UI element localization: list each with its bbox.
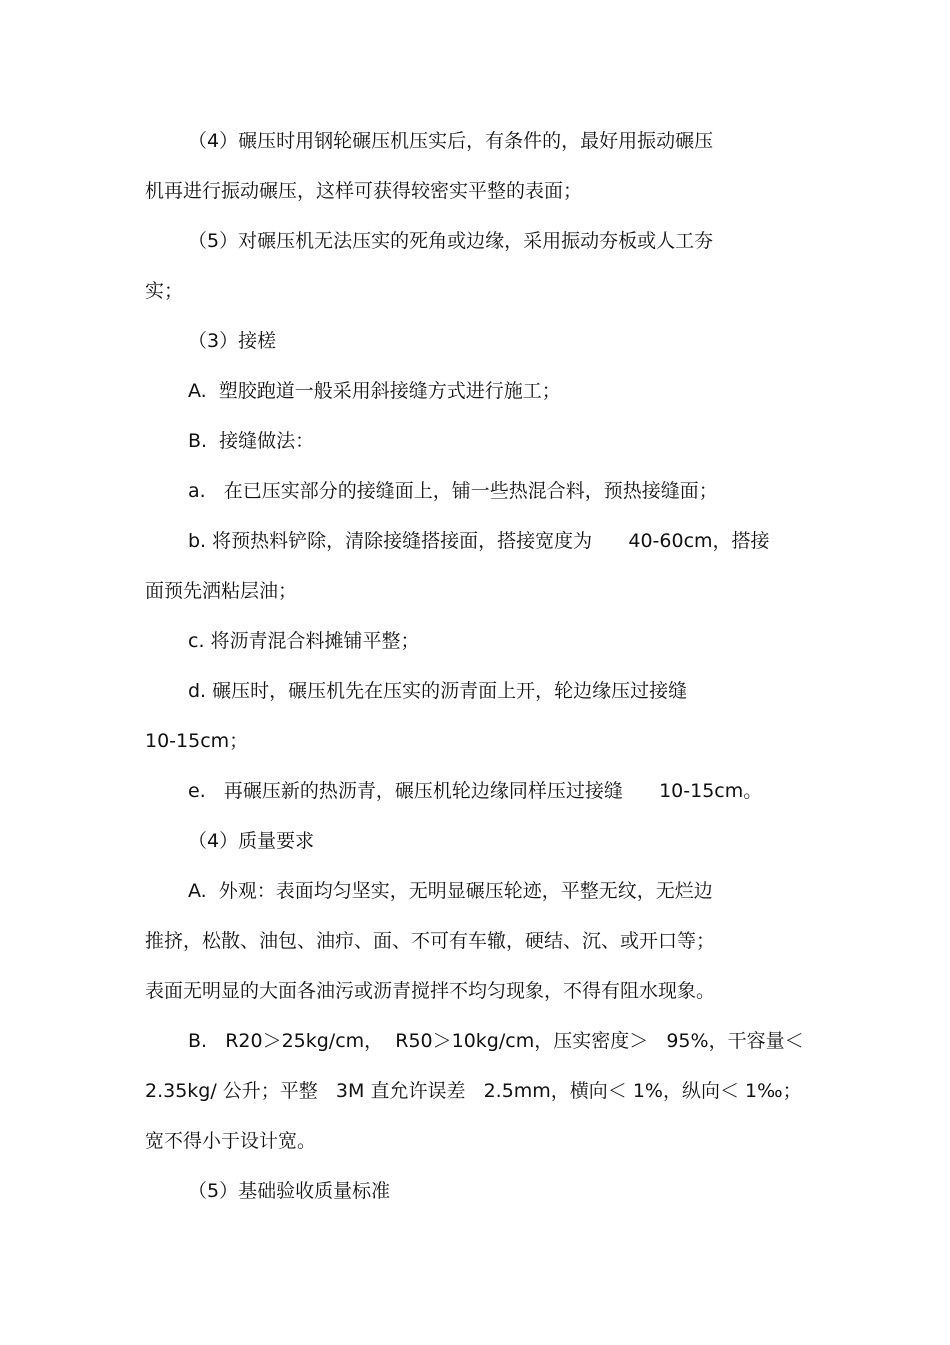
text-line: 10-15cm； — [145, 730, 249, 752]
text-line: （5）对碾压机无法压实的死角或边缘，采用振动夯板或人工夯 — [188, 230, 714, 252]
text-line: 面预先洒粘层油； — [145, 580, 298, 602]
text-line: B. R20＞25kg/cm， R50＞10kg/cm，压实密度＞ 95%，干容量＜ — [188, 1030, 804, 1052]
text-line: a. 在已压实部分的接缝面上，铺一些热混合料，预热接缝面； — [188, 480, 718, 502]
text-line: e. 再碾压新的热沥青，碾压机轮边缘同样压过接缝 10-15cm。 — [188, 780, 763, 802]
text-line: （4）碾压时用钢轮碾压机压实后，有条件的，最好用振动碾压 — [188, 130, 714, 152]
section-heading: （5）基础验收质量标准 — [188, 1180, 391, 1202]
text-line: b. 将预热料铲除，清除接缝搭接面，搭接宽度为 40-60cm，搭接 — [188, 530, 770, 552]
text-line: 2.35kg/ 公升；平整 3M 直允许误差 2.5mm，横向＜ 1%，纵向＜ 1‰； — [145, 1080, 802, 1102]
text-line: 表面无明显的大面各油污或沥青搅拌不均匀现象，不得有阻水现象。 — [145, 980, 716, 1002]
text-line: A. 塑胶跑道一般采用斜接缝方式进行施工； — [188, 380, 561, 402]
text-line: 机再进行振动碾压，这样可获得较密实平整的表面； — [145, 180, 583, 202]
text-line: B. 接缝做法： — [188, 430, 315, 452]
text-line: d. 碾压时，碾压机先在压实的沥青面上开，轮边缘压过接缝 — [188, 680, 688, 702]
text-line: c. 将沥青混合料摊铺平整； — [188, 630, 420, 652]
text-line: 推挤，松散、油包、油疖、面、不可有车辙，硬结、沉、或开口等； — [145, 930, 716, 952]
section-heading: （4）质量要求 — [188, 830, 315, 852]
text-line: 实； — [145, 280, 184, 302]
text-line: 宽不得小于设计宽。 — [145, 1130, 317, 1152]
text-line: A. 外观：表面均匀坚实，无明显碾压轮迹，平整无纹，无烂边 — [188, 880, 713, 902]
section-heading: （3）接槎 — [188, 330, 277, 352]
